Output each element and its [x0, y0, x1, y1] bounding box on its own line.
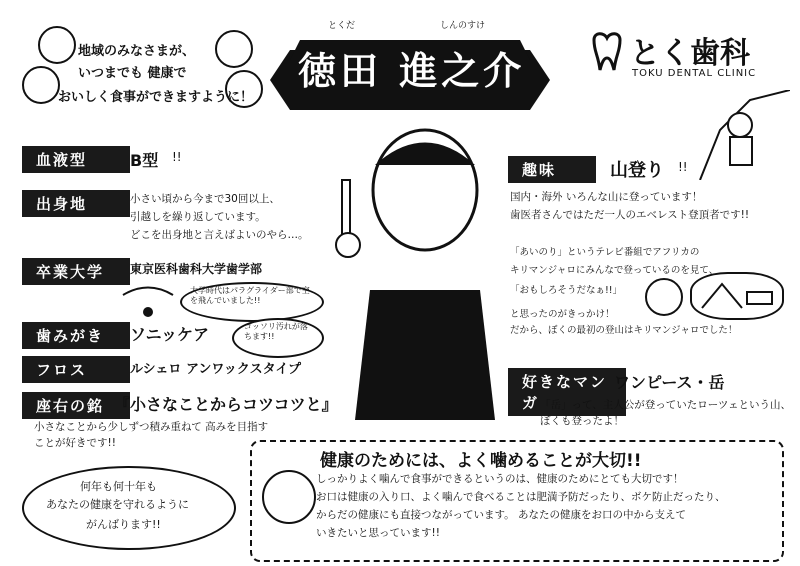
face-icon: [215, 30, 253, 68]
hobby-story1: 「あいのり」というテレビ番組でアフリカの: [510, 247, 700, 258]
doctor-illustration: [330, 120, 510, 420]
toothbrush-label: 歯みがき: [22, 322, 130, 349]
name-ruby-given: しんのすけ: [440, 21, 486, 31]
birthplace-label: 出身地: [22, 190, 130, 217]
bubble-line1: 何年も何十年も: [80, 480, 157, 493]
toothbrush-note: ゴッソリ汚れが落ちます!!: [244, 322, 308, 342]
face-icon: [22, 66, 60, 104]
floss-label: フロス: [22, 356, 130, 383]
hobby-mark: !!: [678, 160, 688, 174]
name-banner: [270, 21, 550, 110]
message-title: 健康のためには、よく噛めることが大切!!: [320, 451, 642, 471]
hobby-story5: だから、ぼくの最初の登山はキリマンジャロでした！: [510, 325, 738, 336]
tooth-icon: [590, 32, 624, 72]
manga-value: ワンピース・岳: [614, 373, 725, 392]
toothbrush-value: ソニッケア: [130, 325, 210, 344]
mountain-doodle: [690, 272, 784, 320]
birthplace-text1: 小さい頃から今まで30回以上、: [130, 193, 280, 205]
hobby-story4: と思ったのがきっかけ！: [510, 309, 615, 320]
manga-label: 好きなマンガ: [508, 368, 626, 416]
hobby-story2: キリマンジャロにみんなで登っているのを見て、: [510, 265, 719, 276]
university-value: 東京医科歯科大学歯学部: [130, 262, 263, 276]
name-title: 徳田 進之介: [298, 49, 526, 93]
birthplace-text2: 引越しを繰り返しています。: [130, 211, 266, 223]
bubble-line3: がんばります!!: [86, 518, 161, 531]
climber-illustration: [690, 90, 790, 180]
greeting-line2: いつまでも 健康で: [78, 66, 187, 81]
bubble-line2: あなたの健康を守れるように: [46, 498, 189, 511]
clinic-roman: TOKU DENTAL CLINIC: [632, 68, 757, 79]
face-icon: [262, 470, 316, 524]
motto-value: 『小さなことからコツコツと』: [114, 395, 338, 414]
blood-type-label: 血液型: [22, 146, 130, 173]
message-body4: いきたいと思っています!!: [316, 527, 440, 539]
motto-text1: 小さなことから少しずつ積み重ねて 高みを目指す: [34, 421, 269, 433]
manga-text1: 「岳」って、主人公が登っていたローツェという山、: [540, 399, 791, 411]
hobby-text1: 国内・海外 いろんな山に登っています！: [510, 191, 703, 203]
greeting-line3: おいしく食事ができますように！: [58, 90, 254, 105]
hobby-story3: 「おもしろそうだなぁ!!」: [510, 285, 623, 296]
greeting-area: [10, 8, 260, 118]
message-body3: からだの健康にも直接つながっています。 あなたの健康をお口の中から支えて: [316, 509, 686, 521]
hobby-value: 山登り: [610, 160, 664, 181]
message-body1: しっかりよく噛んで食事ができるというのは、健康のためにとても大切です！: [316, 473, 684, 485]
message-body2: お口は健康の入り口、よく噛んで食べることは肥満予防だったり、ボケ防止だったり、: [316, 491, 726, 503]
face-icon: [645, 278, 683, 316]
name-ruby-family: とくだ: [328, 21, 356, 31]
paraglider-icon: [118, 280, 178, 320]
blood-type-value: B型: [130, 151, 159, 170]
face-icon: [38, 26, 76, 64]
hobby-label: 趣味: [508, 156, 596, 183]
greeting-line1: 地域のみなさまが、: [78, 44, 196, 59]
paraglider-note: 大学時代はパラグライダー部で空を飛んでいました!!: [190, 286, 310, 306]
clinic-name: とく歯科: [630, 36, 750, 71]
university-label: 卒業大学: [22, 258, 130, 285]
floss-value: ルシェロ アンワックスタイプ: [130, 362, 301, 377]
hobby-text2: 歯医者さんではただ一人のエベレスト登頂者です!!: [510, 209, 750, 221]
birthplace-text3: どこを出身地と言えばよいのやら…。: [130, 229, 309, 241]
blood-type-mark: !!: [172, 150, 182, 164]
motto-label: 座右の銘: [22, 392, 130, 419]
motto-text2: ことが好きです!!: [34, 437, 116, 449]
manga-text2: ぼくも登ったよ！: [540, 415, 624, 427]
clinic-logo: [590, 28, 780, 88]
